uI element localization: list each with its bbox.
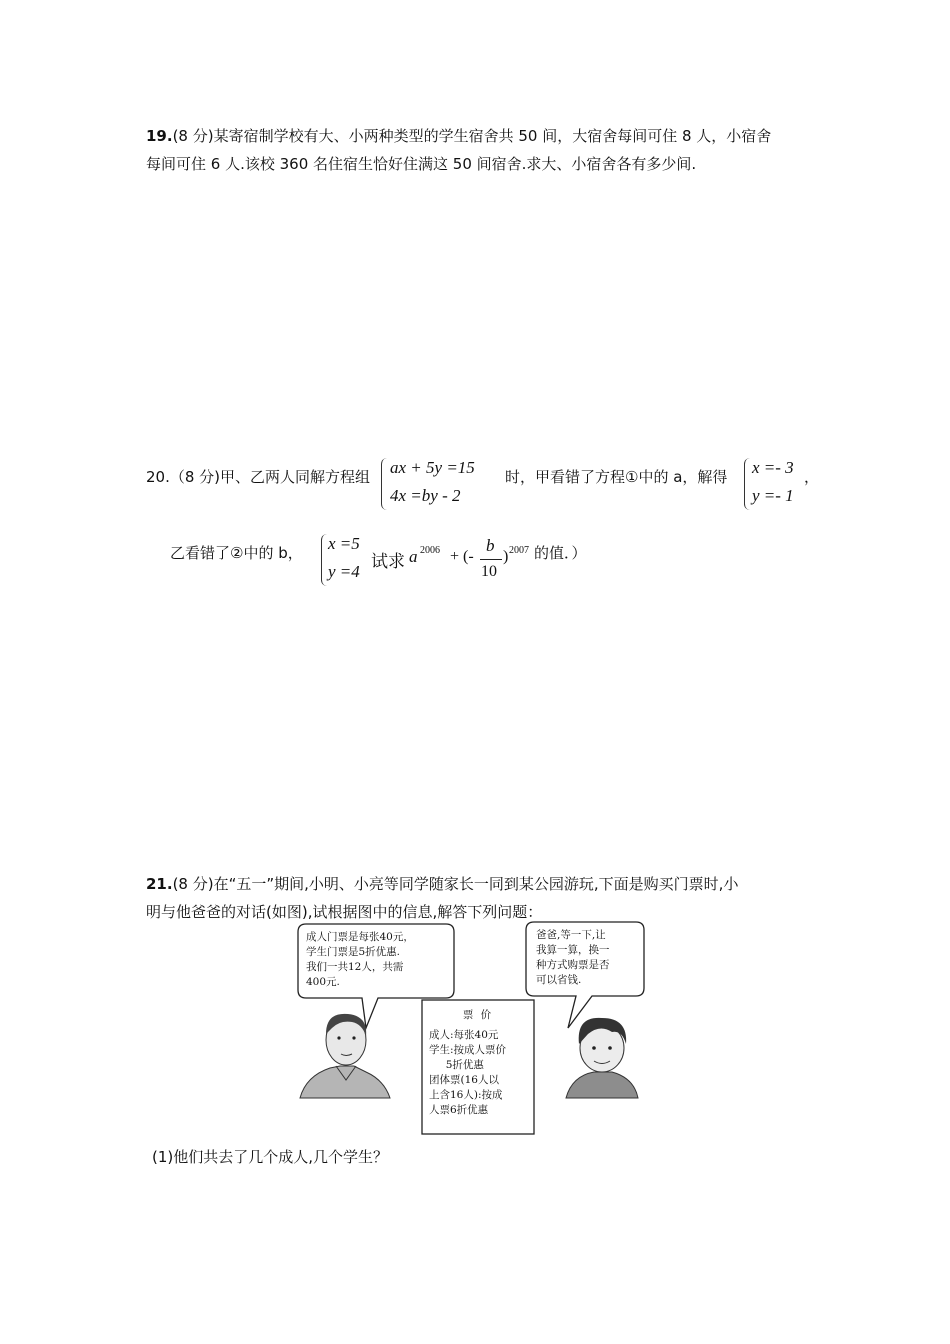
ticket-dialogue-illustration <box>296 916 654 1138</box>
solution-b-brace <box>321 534 328 586</box>
solution-a-y: y =- 1 <box>752 486 794 505</box>
solution-a-brace <box>744 458 751 510</box>
question-tail: 的值．） <box>534 544 587 562</box>
exponent-2: 2007 <box>509 545 529 556</box>
question-19-line-2 <box>146 150 816 178</box>
question-number-text: 20. <box>146 468 170 486</box>
question-text-line-2: 乙看错了②中的 b， <box>170 544 303 562</box>
question-19-line-1 <box>146 122 816 150</box>
fraction-bar <box>480 559 502 560</box>
right-bubble-text: 爸爸,等一下,让 我算一算，换一 种方式购票是否 可以省钱. <box>536 929 610 986</box>
plus-paren: + (- <box>450 548 474 565</box>
question-number: 21. <box>146 875 173 893</box>
solution-b-x: x =5 <box>328 534 360 553</box>
comma: ， <box>804 468 820 486</box>
close-paren: ) <box>503 548 509 565</box>
equation-1: ax + 5y =15 <box>390 458 475 477</box>
solution-a-x: x =- 3 <box>752 458 794 477</box>
ask-text: 试求 <box>371 552 405 572</box>
question-text: (8 分)在“五一”期间,小明、小亮等同学随家长一同到某公园游玩,下面是购买门票时,小 <box>172 875 739 893</box>
equation-2: 4x =by - 2 <box>390 486 461 505</box>
expr-base: a <box>409 547 418 566</box>
boy-figure <box>566 1018 638 1098</box>
question-number <box>146 466 370 487</box>
price-sign-title: 票 价 <box>462 1009 494 1021</box>
solution-b-y: y =4 <box>328 562 360 581</box>
exponent-1: 2006 <box>420 545 440 556</box>
left-bubble-text: 成人门票是每张40元， 学生门票是5折优惠. 我们一共12人，共需 400元. <box>306 931 414 988</box>
equation-system-brace <box>381 458 388 510</box>
question-text: (8 分)某寄宿制学校有大、小两种类型的学生宿舍共 50 间，大宿舍每间可住 8 人，小宿舍 <box>172 127 772 145</box>
question-text: 每间可住 6 人.该校 360 名住宿生恰好住满这 50 间宿舍.求大、小宿舍各有多少间. <box>146 155 697 173</box>
price-sign-body: 成人:每张40元 学生:按成人票价 5折优惠 团体票(16人以 上含16人):按成 人票6折优惠 <box>429 1029 507 1116</box>
question-number: 19. <box>146 127 173 145</box>
sub-question-1: (1)他们共去了几个成人,几个学生？ <box>152 1148 389 1166</box>
question-19 <box>146 122 816 178</box>
father-figure <box>300 1014 390 1098</box>
question-text: 明与他爸爸的对话(如图),试根据图中的信息,解答下列问题： <box>146 903 543 921</box>
question-text: 时，甲看错了方程①中的 a，解得 <box>505 468 728 486</box>
fraction-denominator: 10 <box>481 563 497 580</box>
question-text: （8 分)甲、乙两人同解方程组 <box>169 468 371 486</box>
fraction-numerator: b <box>486 536 495 555</box>
question-21-line-1 <box>146 870 816 898</box>
